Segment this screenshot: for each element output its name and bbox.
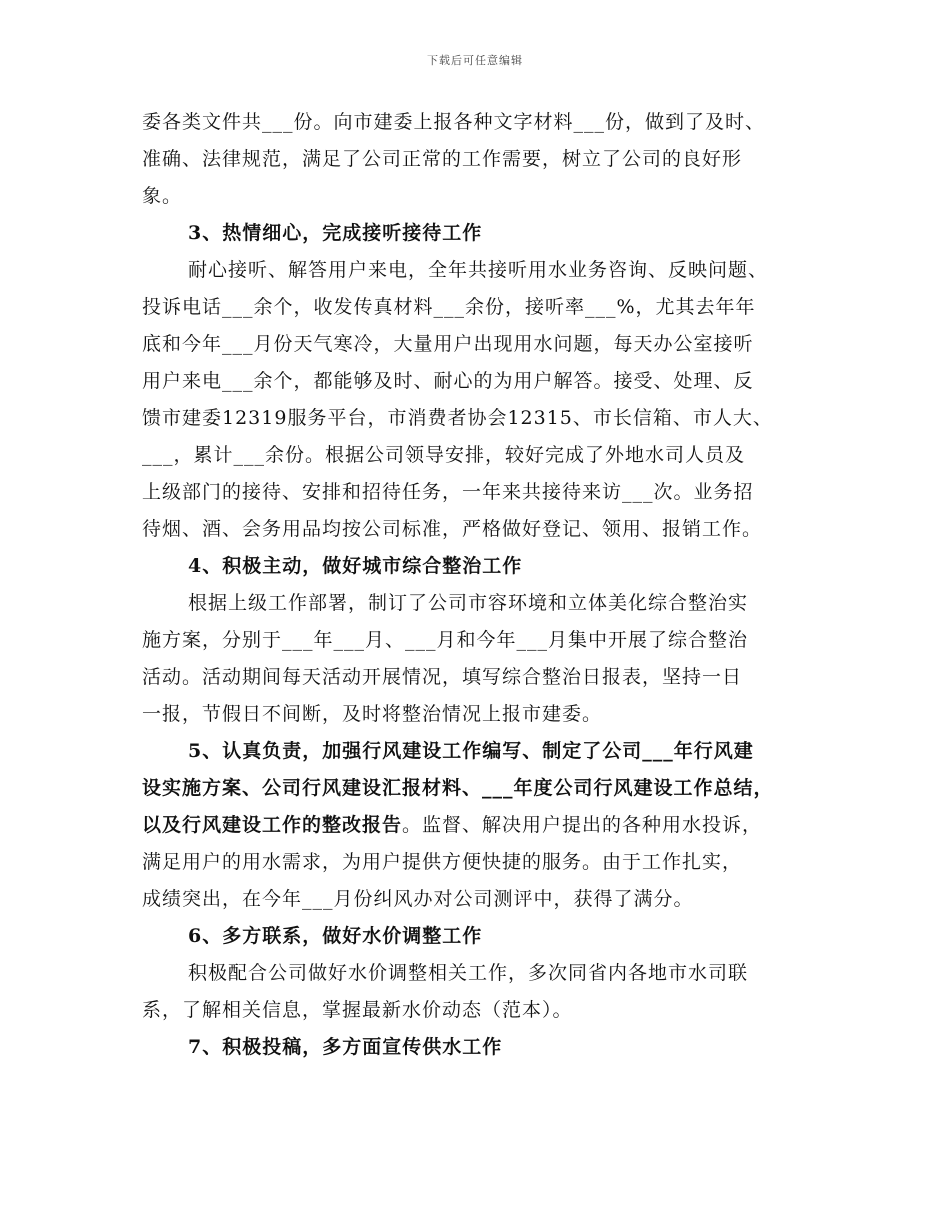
text-line: 上级部门的接待、安排和招待任务，一年来共接待来访___次。业务招 — [142, 481, 754, 503]
text-line: 积极配合公司做好水价调整相关工作，多次同省内各地市水司联 — [188, 962, 749, 984]
text-line: 象。 — [142, 185, 183, 207]
text-fragment: 。监督、解决用户提出的各种用水投诉， — [402, 814, 763, 836]
text-line: 委各类文件共___份。向市建委上报各种文字材料___份，做到了及时、 — [142, 111, 766, 133]
text-line: 根据上级工作部署，制订了公司市容环境和立体美化综合整治实 — [188, 592, 749, 614]
text-line: 待烟、酒、会务用品均按公司标准，严格做好登记、领用、报销工作。 — [142, 518, 763, 540]
text-line: 成绩突出，在今年___月份纠风办对公司测评中，获得了满分。 — [142, 888, 694, 910]
text-line: 馈市建委12319服务平台，市消费者协会12315、市长信箱、市人大、 — [142, 407, 773, 429]
text-line: 耐心接听、解答用户来电，全年共接听用水业务咨询、反映问题、 — [188, 259, 769, 281]
text-line: 系，了解相关信息，掌握最新水价动态（范本）。 — [142, 999, 573, 1021]
text-line: 满足用户的用水需求，为用户提供方便快捷的服务。由于工作扎实， — [142, 851, 743, 873]
text-line: 施方案，分别于___年___月、___月和今年___月集中开展了综合整治 — [142, 629, 749, 651]
section-heading: 4、积极主动，做好城市综合整治工作 — [188, 555, 523, 577]
section-heading-continued: 设实施方案、公司行风建设汇报材料、___年度公司行风建设工作总结， — [142, 777, 774, 799]
text-line: ___，累计___余份。根据公司领导安排，较好完成了外地水司人员及 — [142, 444, 746, 466]
section-heading-continued: 以及行风建设工作的整改报告 — [142, 814, 403, 836]
text-line: 底和今年___月份天气寒冷，大量用户出现用水问题，每天办公室接听 — [142, 333, 754, 355]
text-line: 用户来电___余个，都能够及时、耐心的为用户解答。接受、处理、反 — [142, 370, 754, 392]
page-header: 下载后可任意编辑 — [427, 54, 523, 67]
section-heading: 3、热情细心，完成接听接待工作 — [188, 222, 483, 244]
text-line: 投诉电话___余个，收发传真材料___余份，接听率___%，尤其去年年 — [142, 296, 756, 318]
text-line: 准确、法律规范，满足了公司正常的工作需要，树立了公司的良好形 — [142, 148, 743, 170]
section-heading: 5、认真负责，加强行风建设工作编写、制定了公司___年行风建 — [188, 740, 754, 762]
section-heading: 6、多方联系，做好水价调整工作 — [188, 925, 483, 947]
document-body — [142, 104, 810, 1066]
text-line: 活动。活动期间每天活动开展情况，填写综合整治日报表，坚持一日 — [142, 666, 743, 688]
mixed-line — [142, 807, 810, 844]
section-heading: 7、积极投稿，多方面宣传供水工作 — [188, 1036, 503, 1058]
text-line: 一报，节假日不间断，及时将整治情况上报市建委。 — [142, 703, 603, 725]
